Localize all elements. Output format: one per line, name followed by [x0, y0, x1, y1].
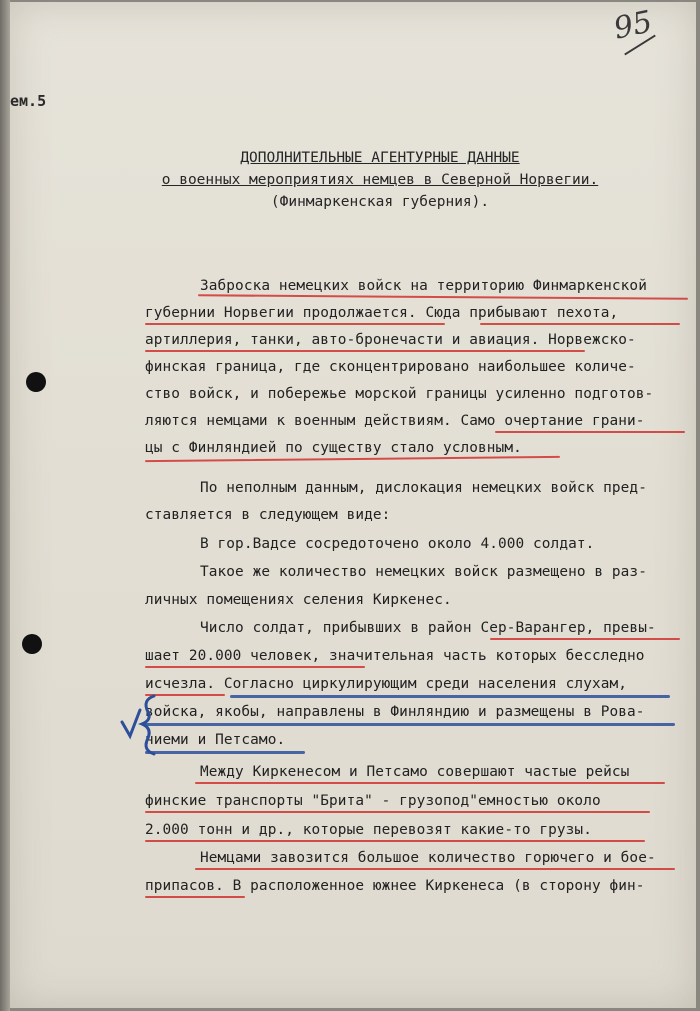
body-line: финские транспорты "Брита" - грузопод"емностью около [145, 793, 601, 809]
handwritten-page-number: 95 [610, 4, 656, 47]
body-line: Немцами завозится большое количество горючего и бое- [200, 850, 656, 866]
body-line: Между Киркенесом и Петсамо совершают частые рейсы [200, 764, 630, 780]
body-line: ство войск, и побережье морской границы усиленно подготов- [145, 386, 654, 402]
red-underline [145, 840, 645, 842]
red-underline [145, 666, 365, 668]
blue-underline [145, 723, 675, 726]
body-line: ставляется в следующем виде: [145, 507, 391, 523]
body-line: 2.000 тонн и др., которые перевозят какие-то грузы. [145, 822, 592, 838]
body-line: припасов. В расположенное южнее Киркенеса (в сторону фин- [145, 878, 645, 894]
body-line: По неполным данным, дислокация немецких войск пред- [200, 480, 647, 496]
red-underline [145, 323, 445, 325]
body-line: В гор.Вадсе сосредоточено около 4.000 солдат. [200, 536, 595, 552]
page-edge-shadow [0, 0, 10, 1011]
document-reference: ем.5 [10, 92, 47, 110]
body-line: ляются немцами к военным действиям. Само очертание грани- [145, 413, 645, 429]
blue-underline [230, 695, 670, 698]
body-line: Такое же количество немецких войск размещено в раз- [200, 564, 647, 580]
body-line: цы с Финляндией по существу стало условным. [145, 440, 522, 456]
body-line: личных помещениях селения Киркенес. [145, 592, 452, 608]
document-page [10, 2, 696, 1008]
body-line: губернии Норвегии продолжается. Сюда прибывают пехота, [145, 305, 619, 321]
red-underline [145, 350, 585, 352]
red-underline [145, 896, 245, 898]
body-line: артиллерия, танки, авто-бронечасти и авиация. Норвежско- [145, 332, 636, 348]
red-underline [145, 456, 560, 462]
red-underline [480, 323, 680, 325]
red-underline [195, 782, 665, 784]
body-line: Заброска немецких войск на территорию Финмаркенской [200, 278, 647, 294]
red-underline [495, 431, 685, 433]
red-underline [490, 638, 680, 640]
title-line-2: о военных мероприятиях немцев в Северной Норвегии. [161, 172, 599, 188]
body-line: войска, якобы, направлены в Финляндию и размещены в Рова- [145, 704, 645, 720]
red-underline [145, 811, 650, 813]
body-line: ниеми и Петсамо. [145, 732, 286, 748]
body-line: Число солдат, прибывших в район Сер-Варангер, превы- [200, 620, 656, 636]
punch-hole-top [26, 372, 46, 392]
punch-hole-bottom [22, 634, 42, 654]
body-line: шает 20.000 человек, значительная часть которых бесследно [145, 648, 645, 664]
title-line-1: ДОПОЛНИТЕЛЬНЫЕ АГЕНТУРНЫЕ ДАННЫЕ [240, 150, 520, 166]
body-line: финская граница, где сконцентрировано наибольшее количе- [145, 359, 636, 375]
blue-check-mark-icon [120, 692, 160, 758]
blue-underline [145, 751, 305, 754]
red-underline [198, 294, 688, 299]
title-line-3: (Финмаркенская губерния). [270, 194, 490, 210]
body-line: исчезла. Согласно циркулирующим среди населения слухам, [145, 676, 628, 692]
red-underline [195, 868, 675, 870]
